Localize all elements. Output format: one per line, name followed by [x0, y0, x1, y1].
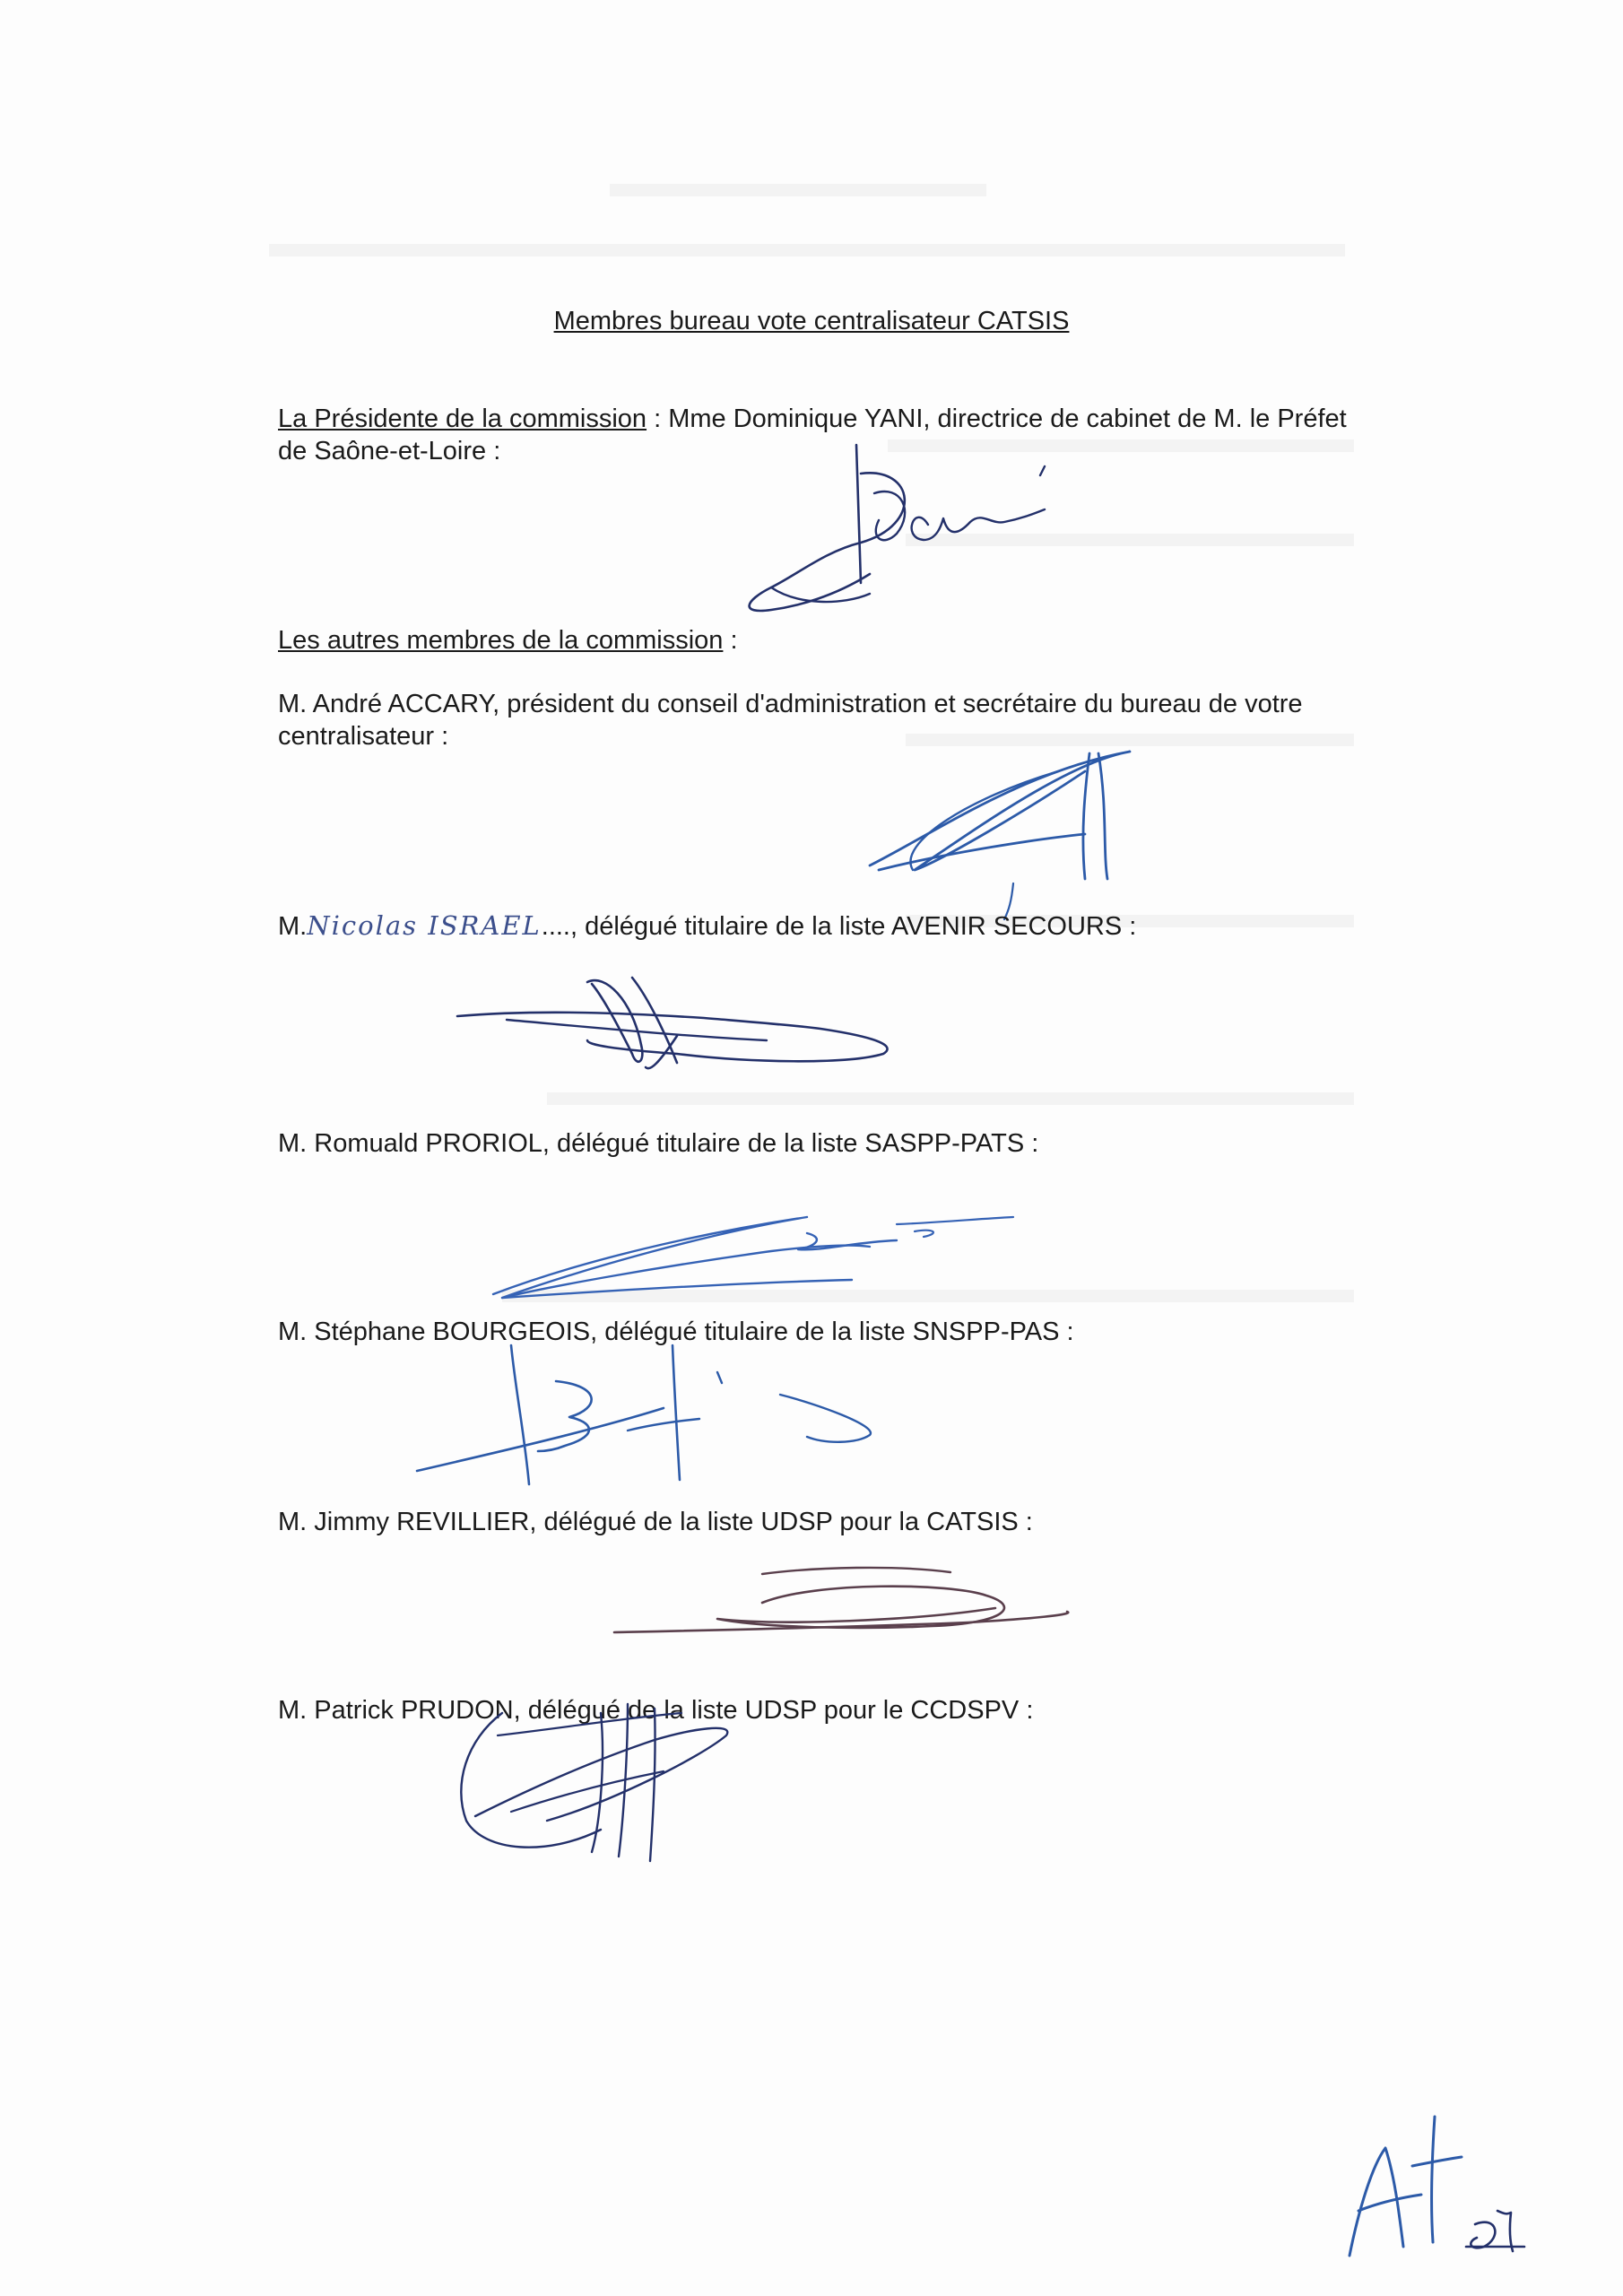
signature-revillier [610, 1556, 1076, 1646]
president-line-2: de Saône-et-Loire : [278, 437, 501, 465]
initials-mark [1341, 2112, 1529, 2265]
others-heading [278, 625, 738, 656]
signature-israel [453, 964, 901, 1072]
signature-prudon [448, 1686, 753, 1866]
signature-president [735, 439, 1058, 619]
member-proriol-line: M. Romuald PRORIOL, délégué titulaire de la liste SASPP-PATS : [278, 1129, 1039, 1158]
signature-bourgeois [412, 1345, 897, 1489]
member-accary-line-1: M. André ACCARY, président du conseil d'administration et secrétaire du bureau de votre [278, 690, 1303, 718]
document-title: Membres bureau vote centralisateur CATSIS [553, 307, 1070, 335]
signature-accary [861, 735, 1148, 915]
others-suffix: : [723, 626, 738, 655]
president-text: : Mme Dominique YANI, directrice de cabinet de M. le Préfet [647, 404, 1347, 433]
member-israel-handwritten-name: Nicolas ISRAEL [307, 910, 542, 941]
member-revillier-line: M. Jimmy REVILLIER, délégué de la liste UDSP pour la CATSIS : [278, 1508, 1033, 1536]
member-israel-line [278, 910, 1136, 942]
president-line-1 [278, 404, 1347, 434]
member-bourgeois-line: M. Stéphane BOURGEOIS, délégué titulaire de la liste SNSPP-PAS : [278, 1318, 1074, 1346]
member-israel-prefix: M. [278, 912, 308, 941]
member-prudon-line: M. Patrick PRUDON, délégué de la liste UDSP pour le CCDSPV : [278, 1696, 1034, 1725]
signature-proriol [475, 1197, 1031, 1314]
president-label: La Présidente de la commission [278, 404, 647, 433]
member-israel-suffix: ...., délégué titulaire de la liste AVENIR SECOURS : [541, 912, 1137, 941]
member-accary-line-2: centralisateur : [278, 722, 449, 751]
others-label: Les autres membres de la commission [278, 626, 724, 655]
